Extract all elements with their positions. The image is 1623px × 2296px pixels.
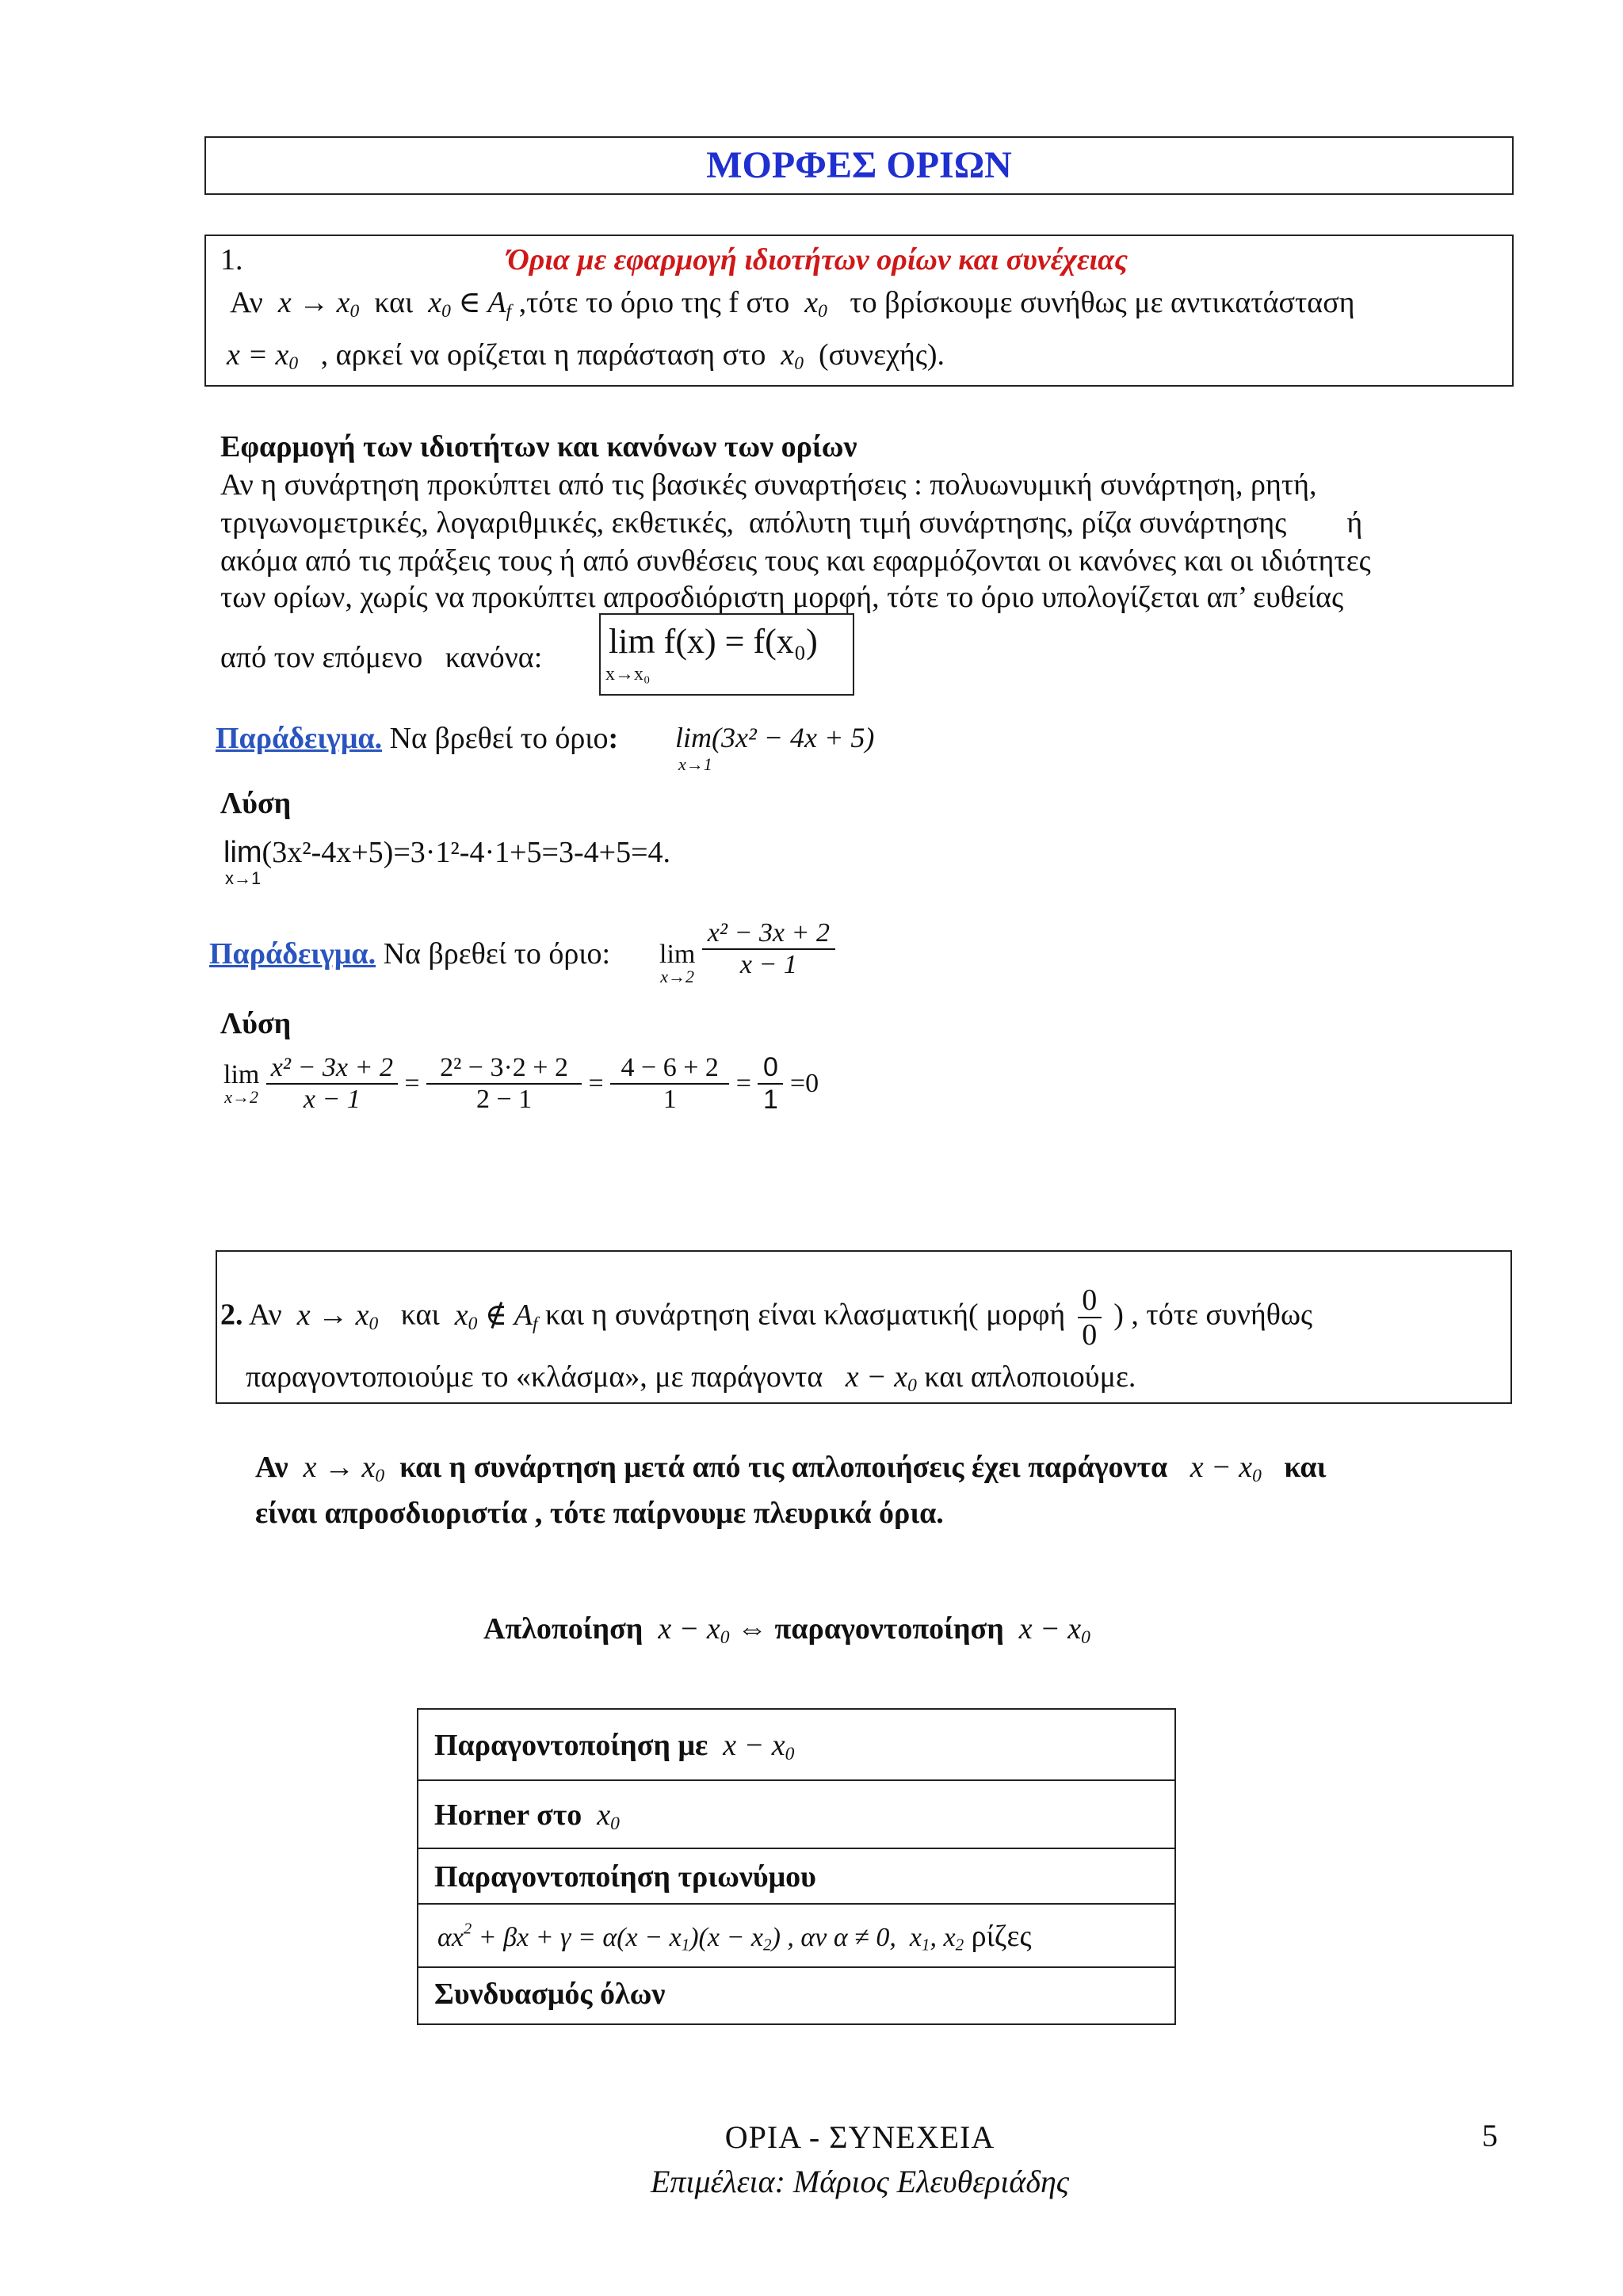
example1-colon: : <box>608 722 619 755</box>
s2-math-x-to-x0: $x \to x_0$ <box>289 1298 379 1334</box>
example2-result: =0 <box>789 1069 819 1098</box>
table-row <box>418 1905 1174 1968</box>
s2-math-x-minus-x0: $x - x_0$ <box>830 1360 917 1396</box>
s2-text-a: Αν <box>248 1298 282 1332</box>
s2-zero-over-zero: $\frac{0}{0}$ <box>1078 1283 1102 1352</box>
s2-text-d: ) , τότε συνήθως <box>1113 1298 1313 1332</box>
example1-label: Παράδειγμα. <box>216 722 383 755</box>
example2-label: Παράδειγμα. <box>209 937 376 971</box>
example1-line <box>216 719 618 757</box>
example1-solution-lim: lim <box>223 836 262 869</box>
footer-page-number: 5 <box>1482 2118 1498 2153</box>
table-row3-text: Παραγοντοποίηση τριωνύμου <box>434 1860 816 1894</box>
example2-solution-frac2: $\frac{\text{2² − 3·2 + 2}}{2 - 1}$ <box>426 1053 582 1115</box>
example2-solution-frac1: $\frac{\text{x² − 3x + 2}}{x - 1}$ <box>266 1053 398 1115</box>
table-row2-text: Horner στο <box>434 1798 582 1832</box>
simplify-math-1: $x - x_0$ ⇔ <box>650 1612 775 1648</box>
section1-box <box>204 235 1514 387</box>
example2-fraction <box>702 918 835 980</box>
methods-table <box>417 1708 1176 2025</box>
section2-box <box>216 1250 1512 1404</box>
section2-number: 2. <box>220 1298 243 1332</box>
rules-p5: από τον επόμενο κανόνα: <box>220 641 543 674</box>
example2-limit <box>659 913 835 986</box>
note-math-x-to-x0: $x \to x_0$ <box>296 1451 385 1486</box>
footer-author: Επιμέλεια: Μάριος Ελευθεριάδης <box>650 2164 1070 2199</box>
example2-lim-under: x→2 <box>660 967 695 986</box>
example1-solution-under: x→1 <box>225 868 262 888</box>
s1-math-x-eq-x0: $x = x_0$ <box>227 338 299 374</box>
simplify-math-2: $x - x_0$ <box>1011 1612 1090 1648</box>
note-line1 <box>255 1448 1326 1495</box>
table-row4-tail: ρίζες <box>971 1920 1032 1953</box>
rules-p2: τριγωνομετρικές, λογαριθμικές, εκθετικές, απόλυτη τιμή συνάρτησης, ρίζα συνάρτησης ή <box>220 506 1363 540</box>
s1-math-x-to-x0: $x \to x_0$ <box>270 286 360 322</box>
s1-math-x0b: $x_0$ <box>773 338 804 374</box>
s2-math-x0-notin-af: $x_0$ ∉ $A_f$ <box>447 1298 538 1334</box>
example1-solution-expr: (3x²-4x+5)=3·1²-4·1+5=3-4+5=4. <box>262 836 670 869</box>
table-row <box>418 1849 1174 1905</box>
table-row <box>418 1781 1174 1849</box>
s1-math-x0-in-af: $x_0$ ∈ $A_f$ <box>420 286 512 322</box>
note-line2: είναι απροσδιοριστία , τότε παίρνουμε πλευρικά όρια. <box>255 1497 944 1530</box>
table-row2-math: $x_0$ <box>589 1798 620 1834</box>
example2-den: x − 1 <box>739 950 797 979</box>
s1-text-b: και <box>374 286 414 319</box>
example2-lim: lim x→2 <box>659 940 696 986</box>
example2-num: x² − 3x + 2 <box>702 918 835 950</box>
example2-solution-frac4: $\frac{0}{1}$ <box>758 1052 783 1116</box>
example2-text: Να βρεθεί το όριο: <box>383 937 611 971</box>
table-row5-text: Συνδυασμός όλων <box>434 1978 666 2011</box>
example1-solution <box>223 835 670 870</box>
example1-solution-label: Λύση <box>220 787 292 820</box>
title-box <box>204 136 1514 195</box>
footer-title: ΟΡΙΑ - ΣΥΝΕΧΕΙΑ <box>724 2119 995 2155</box>
table-row4-math: $\alpha x^2 + \beta x + \gamma = \alpha(x - x_1)(x - x_2)$ , αν α ≠ 0, $x_1$, $x_2$ <box>437 1920 964 1955</box>
rules-p1: Αν η συνάρτηση προκύπτει από τις βασικές συναρτήσεις : πολυωνυμική συνάρτηση, ρητή, <box>220 468 1317 502</box>
page-title: ΜΟΡΦΕΣ ΟΡΙΩΝ <box>706 144 1012 186</box>
simplify-a: Απλοποίηση <box>483 1612 643 1646</box>
example1-limit-expr: lim(3x² − 4x + 5) <box>675 722 875 753</box>
s1-text-c: ,τότε το όριο της f στο <box>518 286 790 319</box>
simplify-line <box>483 1610 1090 1657</box>
section2-line2 <box>246 1358 1136 1405</box>
rule-formula-under: x→x₀ <box>605 664 651 685</box>
s1-math-x0: $x_0$ <box>796 286 827 322</box>
section1-line2 <box>227 336 945 383</box>
s1-text-line2: , αρκεί να ορίζεται η παράσταση στο <box>320 338 766 372</box>
example2-line <box>209 935 610 973</box>
rule-formula-box <box>599 613 854 696</box>
table-row1-text: Παραγοντοποίηση με <box>434 1729 708 1762</box>
section1-line1 <box>230 284 1355 330</box>
s1-text-d: το βρίσκουμε συνήθως με αντικατάσταση <box>850 286 1355 319</box>
note-c: και <box>1284 1451 1327 1484</box>
note-math-x-minus-x0: $x - x_0$ <box>1174 1451 1262 1486</box>
example2-solution: lim x→2 $\frac{\text{x² − 3x + 2}}{x - 1}$ = $\frac{\text{2² − 3·2 + 2}}{2 - 1}$ = $\frac{4 - 6 + 2}{1}$ = $\frac{0}{1}$ =0 <box>223 1052 819 1115</box>
example2-solution-lim: lim x→2 <box>223 1060 260 1107</box>
table-row <box>418 1968 1174 2023</box>
example1-text: Να βρεθεί το όριο <box>389 722 609 755</box>
example2-solution-label: Λύση <box>220 1007 292 1040</box>
rules-p3: ακόμα από τις πράξεις τους ή από συνθέσεις τους και εφαρμόζονται οι κανόνες και οι ιδιότητες <box>220 544 1371 578</box>
example1-limit-under: x→1 <box>678 754 712 774</box>
simplify-b: παραγοντοποίηση <box>774 1612 1004 1646</box>
note-b: και η συνάρτηση μετά από τις απλοποιήσεις έχει παράγοντα <box>399 1451 1168 1484</box>
section2-line1 <box>220 1283 1312 1352</box>
table-row <box>418 1710 1174 1781</box>
section1-number: 1. <box>220 243 243 277</box>
s2-text-line2: παραγοντοποιούμε το «κλάσμα», με παράγοντα <box>246 1360 823 1394</box>
rules-heading: Εφαρμογή των ιδιοτήτων και κανόνων των ορίων <box>220 430 857 463</box>
rule-formula: lim f(x) = f(x₀) <box>609 622 818 661</box>
s2-text-c: και η συνάρτηση είναι κλασματική( μορφή <box>545 1298 1066 1332</box>
section1-heading: Όρια με εφαρμογή ιδιοτήτων ορίων και συνέχειας <box>507 243 1128 277</box>
s2-text-line2-end: και απλοποιούμε. <box>924 1360 1136 1394</box>
example2-solution-frac3: $\frac{4 - 6 + 2}{1}$ <box>610 1053 729 1115</box>
s1-text-a: Αν <box>230 286 263 319</box>
s1-text-line2-end: (συνεχής). <box>819 338 945 372</box>
note-a: Αν <box>255 1451 288 1484</box>
table-row1-math: $x - x_0$ <box>715 1729 795 1764</box>
rules-p4: των ορίων, χωρίς να προκύπτει απροσδιόριστη μορφή, τότε το όριο υπολογίζεται απ’ ευθείας <box>220 581 1344 614</box>
s2-text-b: και <box>400 1298 440 1332</box>
example1-limit <box>675 721 874 754</box>
